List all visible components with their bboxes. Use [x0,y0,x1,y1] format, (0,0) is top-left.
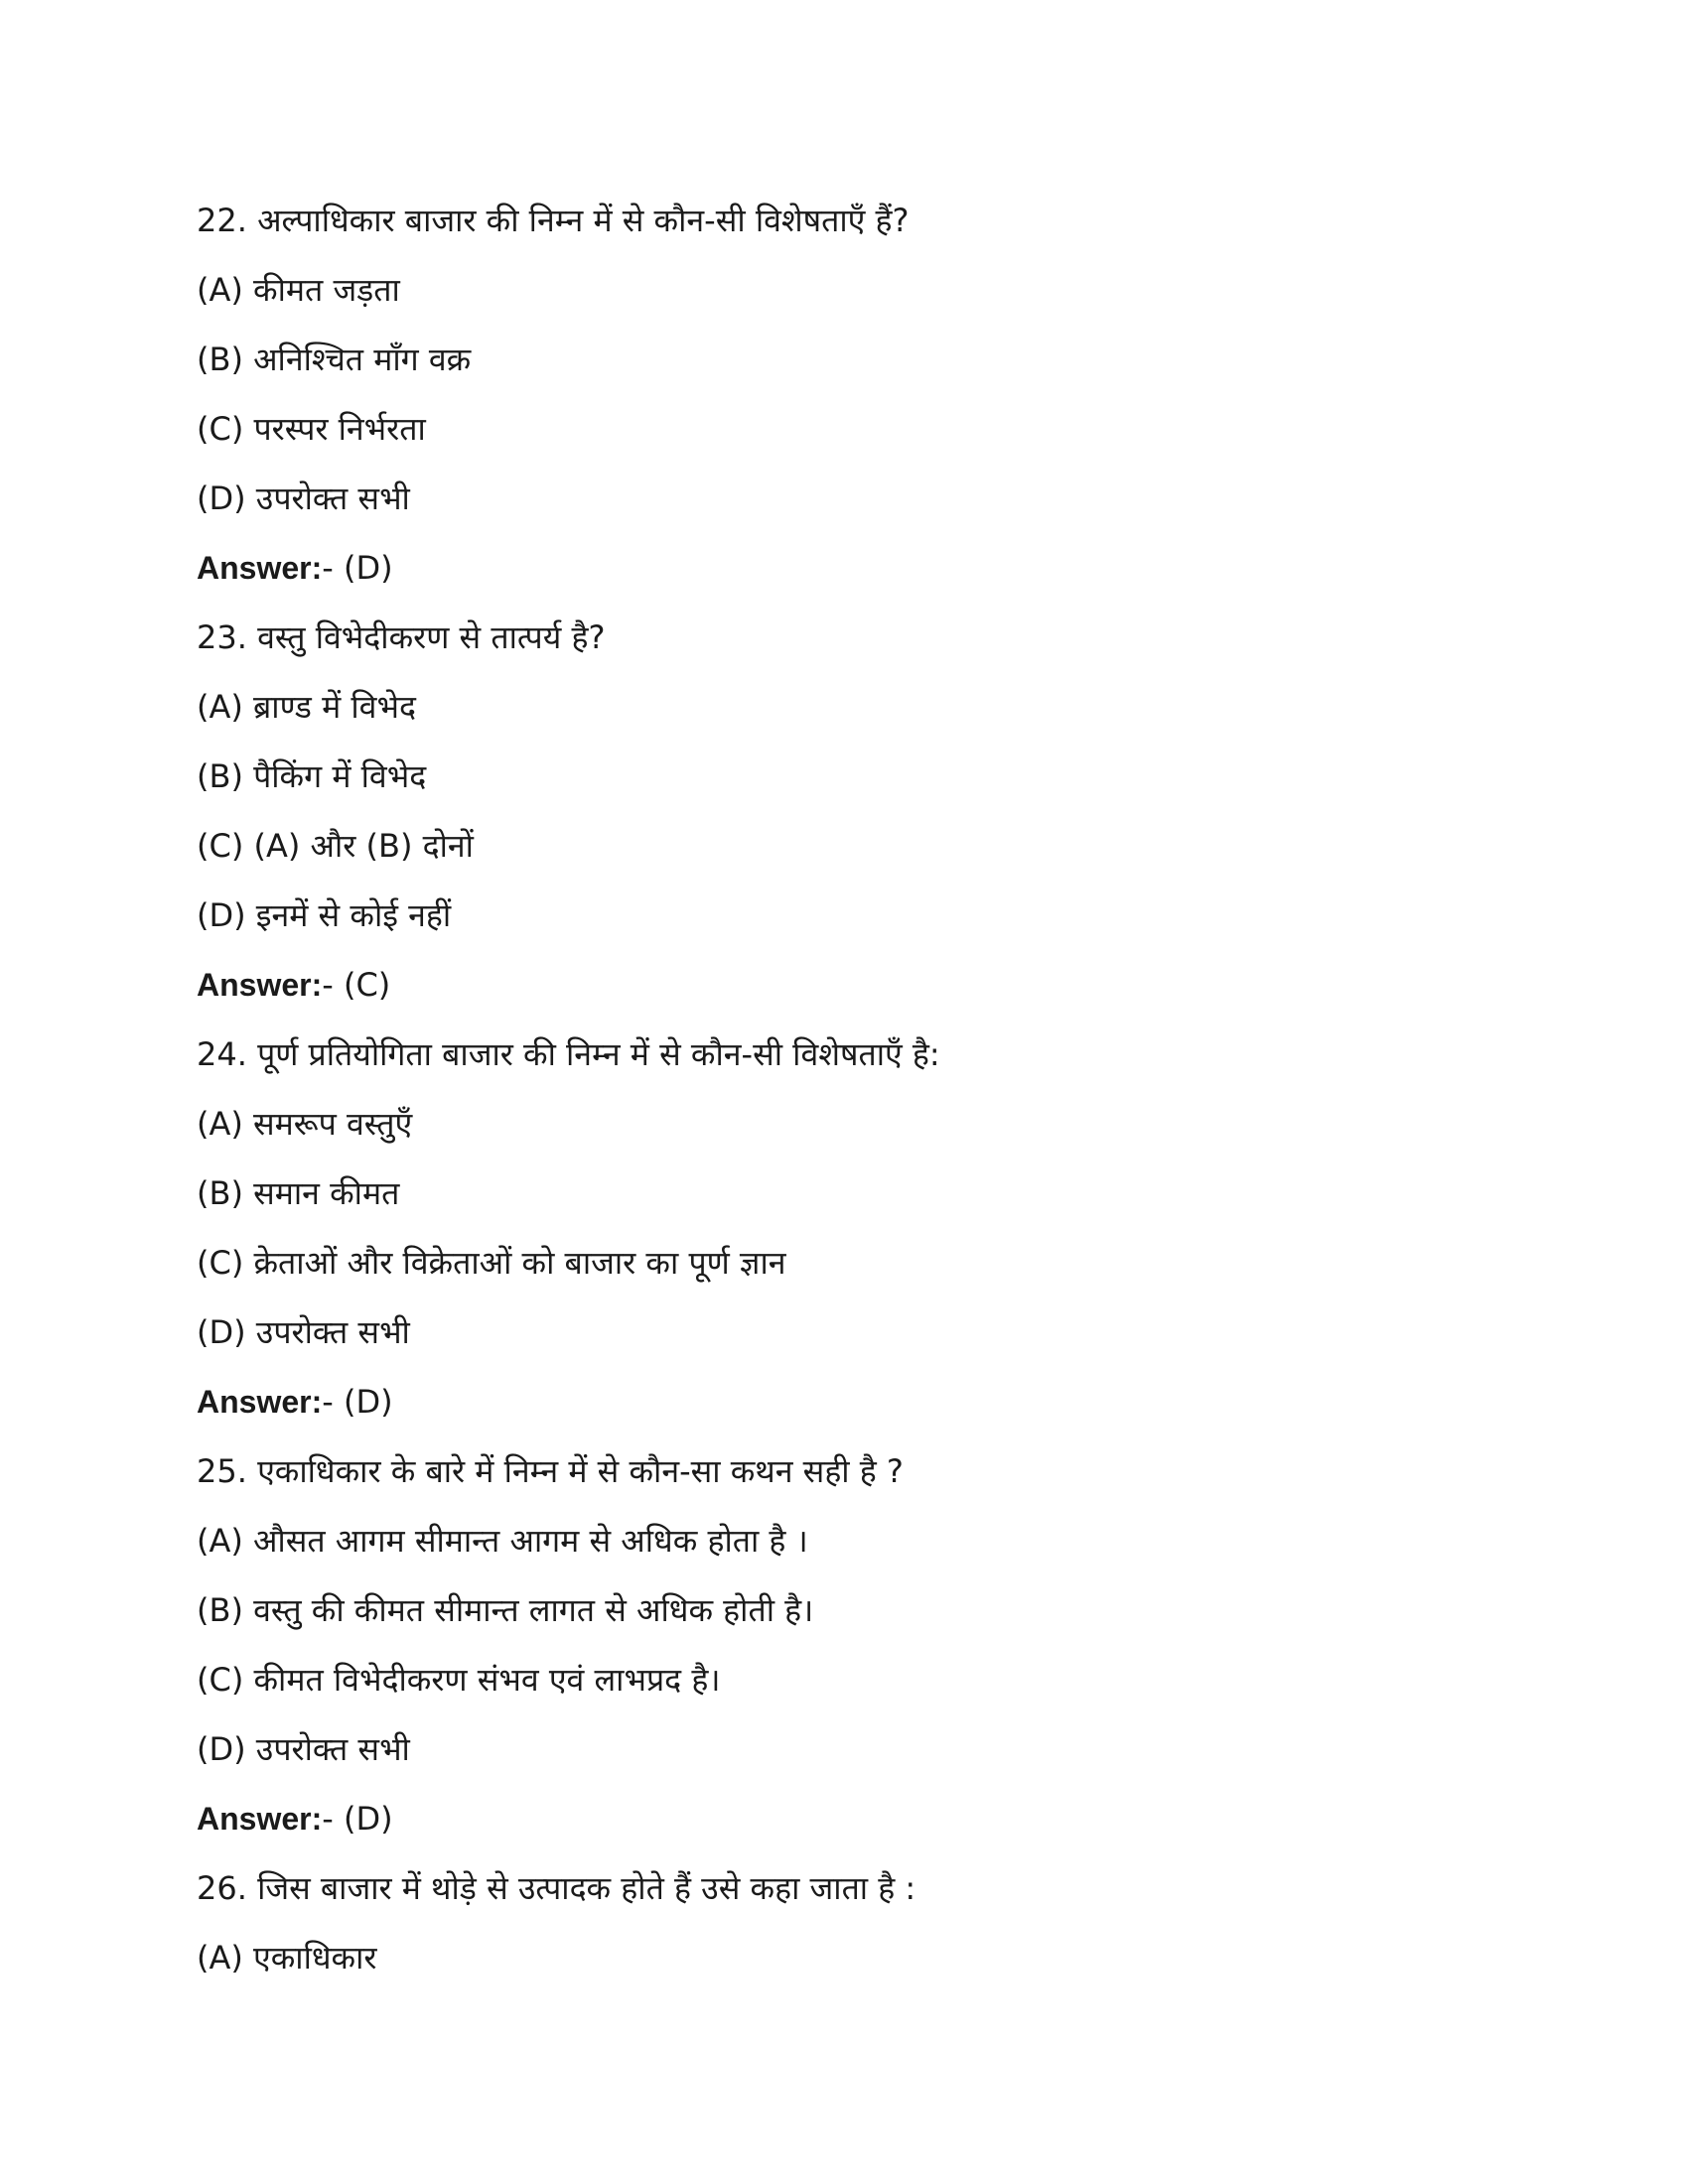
answer-line [197,1793,1487,1862]
question-text: 22. अल्पाधिकार बाजार की निम्न में से कौन-सी विशेषताएँ हैं? [197,202,910,239]
option-c: (C) परस्पर निर्भरता [197,410,426,448]
answer-label: Answer: [197,1384,323,1420]
option-a: (A) एकाधिकार [197,1939,377,1977]
answer-label: Answer: [197,1801,323,1837]
answer-line [197,542,1487,612]
option-a: (A) औसत आगम सीमान्त आगम से अधिक होता है । [197,1522,808,1560]
option-b: (B) अनिश्चित माँग वक्र [197,341,472,378]
option-d: (D) इनमें से कोई नहीं [197,896,452,934]
option-d: (D) उपरोक्त सभी [197,1730,410,1768]
answer-line [197,1376,1487,1445]
answer-value: - (C) [322,966,391,1004]
option-a: (A) समरूप वस्तुएँ [197,1105,413,1143]
answer-line [197,959,1487,1028]
question-text: 23. वस्तु विभेदीकरण से तात्पर्य है? [197,618,606,656]
answer-label: Answer: [197,967,323,1003]
option-b: (B) पैकिंग में विभेद [197,757,427,795]
question-list [197,195,1487,2001]
option-a: (A) ब्राण्ड में विभेद [197,688,416,726]
answer-value: - (D) [322,1800,393,1838]
question-text: 25. एकाधिकार के बारे में निम्न में से कौन-सा कथन सही है ? [197,1452,904,1490]
answer-label: Answer: [197,550,323,586]
answer-value: - (D) [322,549,393,587]
option-a: (A) कीमत जड़ता [197,271,400,309]
option-d: (D) उपरोक्त सभी [197,479,410,517]
question-text: 24. पूर्ण प्रतियोगिता बाजार की निम्न में से कौन-सी विशेषताएँ है: [197,1035,940,1073]
option-b: (B) वस्तु की कीमत सीमान्त लागत से अधिक होती है। [197,1591,814,1629]
option-c: (C) कीमत विभेदीकरण संभव एवं लाभप्रद है। [197,1661,721,1699]
question-text: 26. जिस बाजार में थोड़े से उत्पादक होते हैं उसे कहा जाता है : [197,1869,916,1907]
option-d: (D) उपरोक्त सभी [197,1313,410,1351]
option-c: (C) क्रेताओं और विक्रेताओं को बाजार का पूर्ण ज्ञान [197,1244,786,1282]
option-c: (C) (A) और (B) दोनों [197,827,474,865]
option-b: (B) समान कीमत [197,1174,400,1212]
answer-value: - (D) [322,1383,393,1421]
